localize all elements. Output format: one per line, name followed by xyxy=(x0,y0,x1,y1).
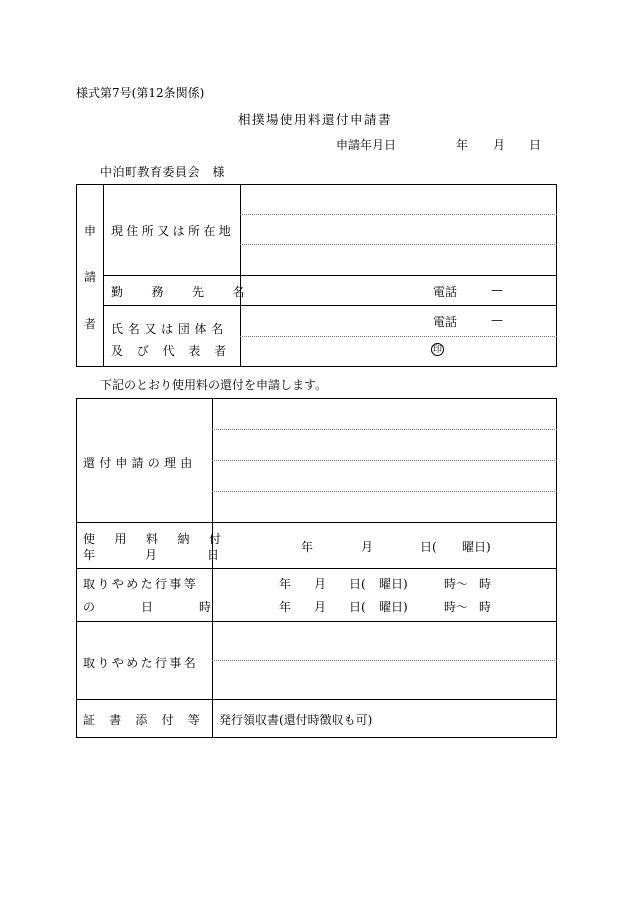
applicant-side-label: 申 xyxy=(84,224,97,238)
cancel-time-from: 時〜 xyxy=(444,577,469,591)
workplace-phone-label: 電話 xyxy=(433,285,458,299)
cancel-day: 日( xyxy=(349,577,366,591)
cancel-weekday: 曜日) xyxy=(379,600,408,614)
reason-input-line[interactable] xyxy=(212,460,557,461)
applicant-side-label: 者 xyxy=(84,317,97,331)
reason-label: 還付申請の理由 xyxy=(83,456,197,470)
workplace-phone-dash: — xyxy=(491,283,503,297)
application-date-day: 日 xyxy=(529,138,542,152)
paid-year: 年 xyxy=(301,540,314,554)
applicant-side-label: 請 xyxy=(84,270,97,284)
representative-label: 及び代表者 xyxy=(111,344,241,358)
table-divider xyxy=(76,522,557,523)
cancel-time-to: 時 xyxy=(479,600,492,614)
cancel-month: 月 xyxy=(314,577,327,591)
paid-weekday: 曜日) xyxy=(462,540,491,554)
address-label: 現住所又は所在地 xyxy=(111,224,235,238)
paid-date-label: 年月日 xyxy=(83,548,270,562)
cancel-weekday: 曜日) xyxy=(379,577,408,591)
application-date-label: 申請年月日 xyxy=(336,138,397,152)
cancel-date-label: 取りやめた行事等 xyxy=(83,577,199,591)
cancel-time-from: 時〜 xyxy=(444,600,469,614)
event-name-label: 取りやめた行事名 xyxy=(83,656,199,670)
address-input-line[interactable] xyxy=(240,244,557,245)
application-date-year: 年 xyxy=(456,138,469,152)
application-date-month: 月 xyxy=(493,138,506,152)
addressee: 中泊町教育委員会 様 xyxy=(100,165,226,179)
table-divider xyxy=(76,568,557,569)
workplace-label: 勤務先名 xyxy=(111,285,274,299)
reason-input-line[interactable] xyxy=(212,429,557,430)
event-name-input-line[interactable] xyxy=(212,660,557,661)
name-input-line[interactable] xyxy=(240,336,557,337)
paid-day: 日( xyxy=(420,540,437,554)
reason-input-line[interactable] xyxy=(212,491,557,492)
name-phone-label: 電話 xyxy=(433,315,458,329)
seal-icon: 印 xyxy=(432,345,442,355)
cancel-day: 日( xyxy=(349,600,366,614)
name-label: 氏名又は団体名 xyxy=(111,322,228,336)
name-phone-dash: — xyxy=(491,313,503,327)
instruction-text: 下記のとおり使用料の還付を申請します。 xyxy=(100,378,328,392)
cancel-year: 年 xyxy=(279,577,292,591)
table-divider xyxy=(103,305,557,306)
address-input-line[interactable] xyxy=(240,214,557,215)
document-title: 相撲場使用料還付申請書 xyxy=(237,112,392,127)
table-divider xyxy=(76,621,557,622)
attachments-label: 証書添付等 xyxy=(83,713,215,727)
form-number: 様式第7号(第12条関係) xyxy=(76,86,205,100)
cancel-year: 年 xyxy=(279,600,292,614)
table-divider xyxy=(76,699,557,700)
paid-month: 月 xyxy=(361,540,374,554)
cancel-time-to: 時 xyxy=(479,577,492,591)
cancel-month: 月 xyxy=(314,600,327,614)
cancel-date-label: の日時 xyxy=(83,600,258,614)
table-divider xyxy=(103,275,557,276)
attachments-value: 発行領収書(還付時徴収も可) xyxy=(219,713,373,727)
paid-date-label: 使用料納付 xyxy=(83,532,241,546)
